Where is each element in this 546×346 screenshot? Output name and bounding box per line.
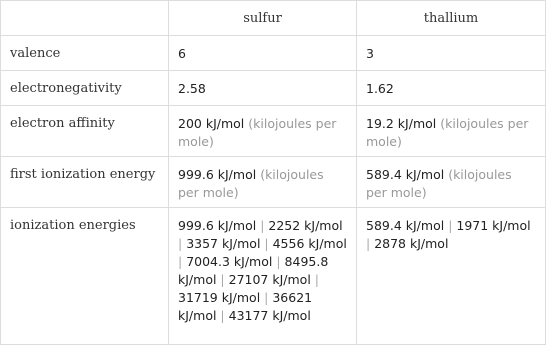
- ionization-energy-value: 999.6 kJ/mol: [178, 218, 257, 233]
- table-row: [1, 157, 546, 208]
- unit-note: (kilojoules per mole): [366, 116, 529, 149]
- ionization-energy-value: 43177 kJ/mol: [228, 308, 311, 323]
- ionization-energy-value: 2878 kJ/mol: [374, 236, 449, 251]
- list-separator: |: [276, 254, 281, 269]
- ionization-energy-value: 3357 kJ/mol: [186, 236, 261, 251]
- cell-sulfur-ionization-energies: [169, 208, 357, 345]
- row-label-valence: valence: [1, 36, 169, 71]
- cell-sulfur-first-ionization-energy: [169, 157, 357, 208]
- table-row: [1, 106, 546, 157]
- cell-thallium-ionization-energies: [357, 208, 546, 345]
- value-text: 999.6 kJ/mol: [178, 167, 257, 182]
- ionization-energy-value: 31719 kJ/mol: [178, 290, 261, 305]
- list-separator: |: [264, 290, 269, 305]
- list-separator: |: [448, 218, 453, 233]
- ionization-energy-value: 36621 kJ/mol: [178, 290, 313, 323]
- list-separator: |: [264, 236, 269, 251]
- table-row: [1, 36, 546, 71]
- column-header-thallium: thallium: [357, 1, 546, 36]
- list-separator: |: [220, 272, 225, 287]
- list-separator: |: [178, 236, 183, 251]
- ionization-energy-value: 589.4 kJ/mol: [366, 218, 445, 233]
- row-label-electronegativity: electronegativity: [1, 71, 169, 106]
- list-separator: |: [260, 218, 265, 233]
- cell-sulfur-valence: 6: [169, 36, 357, 71]
- cell-thallium-first-ionization-energy: [357, 157, 546, 208]
- cell-sulfur-electronegativity: 2.58: [169, 71, 357, 106]
- ionization-energy-value: 1971 kJ/mol: [456, 218, 531, 233]
- unit-note: (kilojoules per mole): [178, 116, 337, 149]
- list-separator: |: [314, 272, 319, 287]
- row-label-ionization-energies: ionization energies: [1, 208, 169, 345]
- header-row: [1, 1, 546, 36]
- ionization-energy-value: 2252 kJ/mol: [268, 218, 343, 233]
- row-label-first-ionization-energy: first ionization energy: [1, 157, 169, 208]
- cell-sulfur-electron-affinity: [169, 106, 357, 157]
- ionization-energy-value: 8495.8 kJ/mol: [178, 254, 329, 287]
- list-separator: |: [178, 254, 183, 269]
- value-text: 589.4 kJ/mol: [366, 167, 445, 182]
- value-text: 200 kJ/mol: [178, 116, 245, 131]
- ionization-energy-value: 7004.3 kJ/mol: [186, 254, 273, 269]
- ionization-energy-value: 27107 kJ/mol: [228, 272, 311, 287]
- cell-thallium-valence: 3: [357, 36, 546, 71]
- table-row: [1, 71, 546, 106]
- unit-note: (kilojoules per mole): [366, 167, 512, 200]
- list-separator: |: [220, 308, 225, 323]
- table-row: [1, 208, 546, 345]
- cell-thallium-electron-affinity: [357, 106, 546, 157]
- column-header-sulfur: sulfur: [169, 1, 357, 36]
- cell-thallium-electronegativity: 1.62: [357, 71, 546, 106]
- value-text: 19.2 kJ/mol: [366, 116, 437, 131]
- list-separator: |: [366, 236, 371, 251]
- unit-note: (kilojoules per mole): [178, 167, 324, 200]
- ionization-energy-value: 4556 kJ/mol: [272, 236, 347, 251]
- corner-cell: [1, 1, 169, 36]
- row-label-electron-affinity: electron affinity: [1, 106, 169, 157]
